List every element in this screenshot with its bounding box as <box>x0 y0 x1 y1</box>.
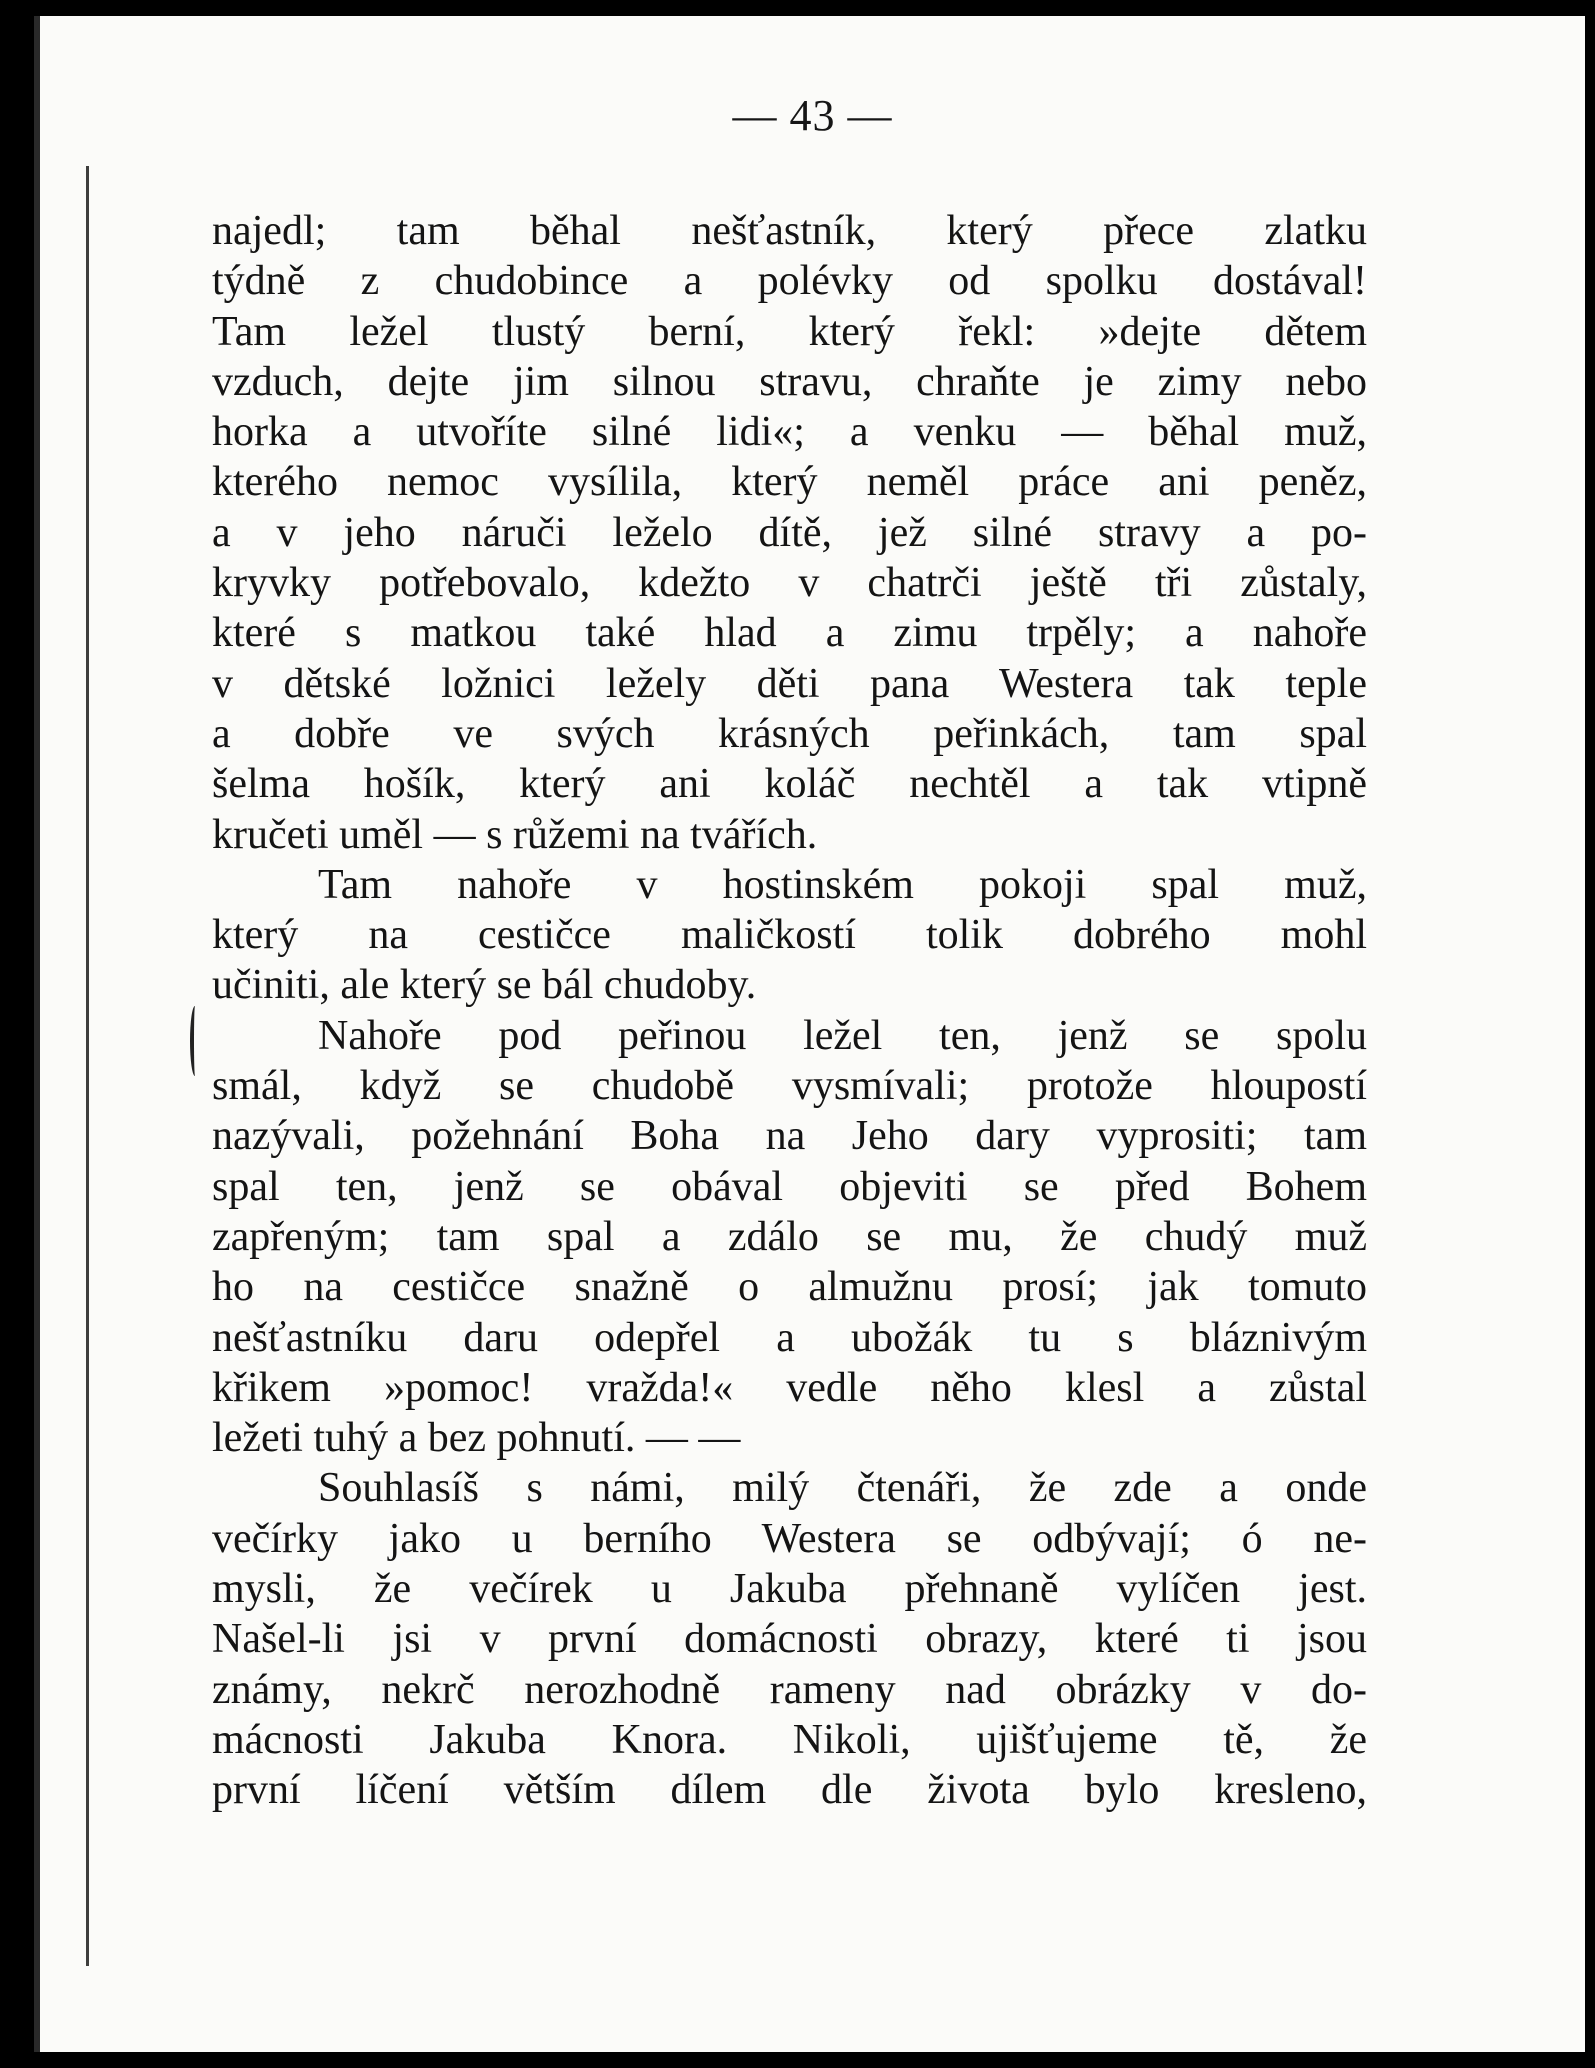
text-line: večírky jako u berního Westera se odbývají; ó ne- <box>212 1515 1367 1562</box>
text-line: nazývali, požehnání Boha na Jeho dary vyprositi; tam <box>212 1113 1367 1160</box>
text-line: ležeti tuhý a bez pohnutí. — — <box>212 1415 741 1462</box>
text-line: týdně z chudobince a polévky od spolku dostával! <box>212 258 1367 305</box>
text-line: první líčení větším dílem dle života bylo kresleno, <box>212 1767 1367 1814</box>
text-line: v dětské ložnici ležely děti pana Westera tak teple <box>212 660 1367 707</box>
margin-mark <box>190 1006 200 1076</box>
text-line: Tam ležel tlustý berní, který řekl: »dejte dětem <box>212 308 1367 355</box>
text-line: které s matkou také hlad a zimu trpěly; a nahoře <box>212 610 1367 657</box>
text-line: kryvky potřebovalo, kdežto v chatrči ještě tři zůstaly, <box>212 560 1367 607</box>
text-line: křikem »pomoc! vražda!« vedle něho klesl a zůstal <box>212 1364 1367 1411</box>
text-line: kterého nemoc vysílila, který neměl práce ani peněz, <box>212 459 1367 506</box>
text-line: Souhlasíš s námi, milý čtenáři, že zde a onde <box>318 1465 1367 1512</box>
body-text <box>212 206 1367 1816</box>
text-line: známy, nekrč nerozhodně rameny nad obrázky v do- <box>212 1666 1367 1713</box>
text-line: mácnosti Jakuba Knora. Nikoli, ujišťujeme tě, že <box>212 1716 1367 1763</box>
text-line: a dobře ve svých krásných peřinkách, tam spal <box>212 710 1367 757</box>
text-line: mysli, že večírek u Jakuba přehnaně vylíčen jest. <box>212 1566 1367 1613</box>
text-line: Tam nahoře v hostinském pokoji spal muž, <box>318 861 1367 908</box>
text-line: Našel-li jsi v první domácnosti obrazy, které ti jsou <box>212 1616 1367 1663</box>
text-line: nešťastníku daru odepřel a ubožák tu s bláznivým <box>212 1314 1367 1361</box>
text-line: smál, když se chudobě vysmívali; protože hloupostí <box>212 1063 1367 1110</box>
page-edge-shadow <box>86 166 89 1966</box>
text-line: spal ten, jenž se obával objeviti se před Bohem <box>212 1163 1367 1210</box>
text-line: Nahoře pod peřinou ležel ten, jenž se spolu <box>318 1012 1367 1059</box>
text-line: zapřeným; tam spal a zdálo se mu, že chudý muž <box>212 1213 1367 1260</box>
text-line: horka a utvoříte silné lidi«; a venku — běhal muž, <box>212 409 1367 456</box>
text-line: učiniti, ale který se bál chudoby. <box>212 962 757 1009</box>
text-line: který na cestičce maličkostí tolik dobrého mohl <box>212 912 1367 959</box>
book-page <box>34 16 1585 2052</box>
text-line: najedl; tam běhal nešťastník, který přece zlatku <box>212 208 1367 254</box>
text-line: ho na cestičce snažně o almužnu prosí; jak tomuto <box>212 1264 1367 1311</box>
text-line: kručeti uměl — s růžemi na tvářích. <box>212 811 818 858</box>
text-line: šelma hošík, který ani koláč nechtěl a tak vtipně <box>212 761 1367 808</box>
text-line: vzduch, dejte jim silnou stravu, chraňte je zimy nebo <box>212 358 1367 405</box>
page-number: — 43 — <box>732 91 893 140</box>
text-line: a v jeho náruči leželo dítě, jež silné stravy a po- <box>212 509 1367 556</box>
